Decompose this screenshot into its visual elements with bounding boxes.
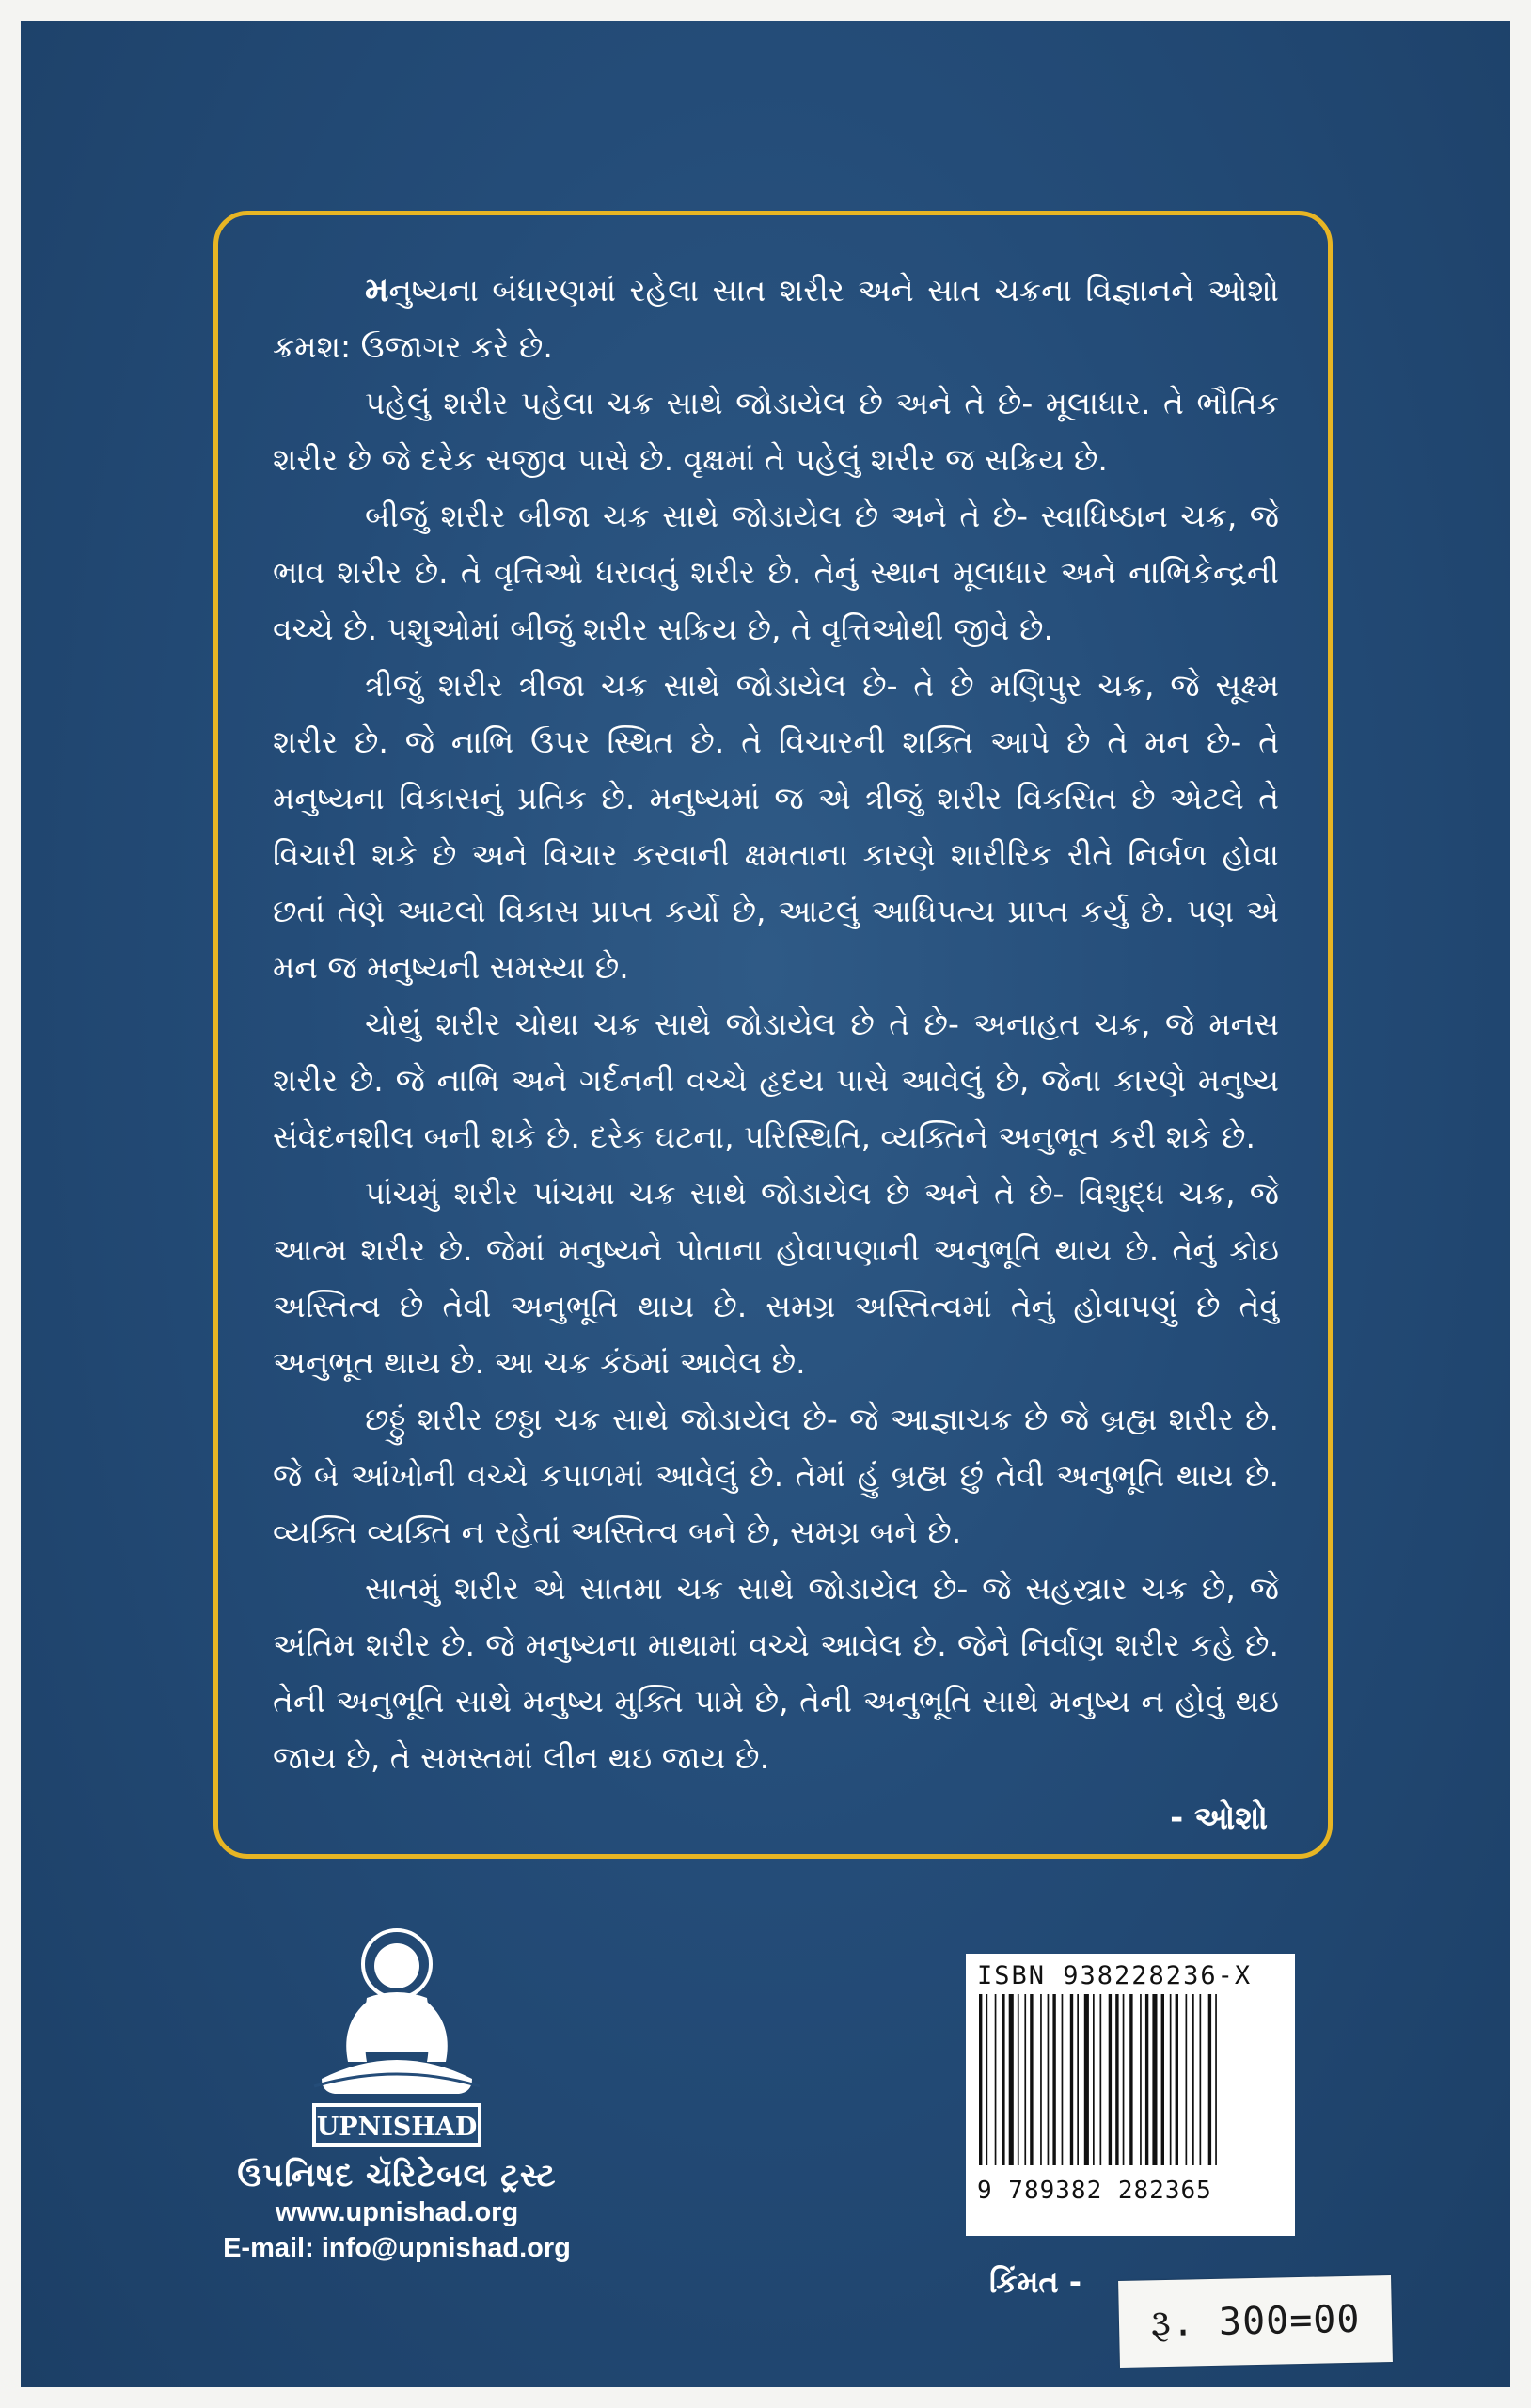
publisher-block (152, 1921, 641, 2316)
email: E-mail: info@upnishad.org (223, 2233, 571, 2263)
blurb-frame (213, 211, 1333, 1859)
meditating-figure-icon (293, 1921, 500, 2151)
author-signature: - ઓશો (1170, 1799, 1268, 1837)
blurb-paragraph-7: છઠ્ઠું શરીર છઠ્ઠા ચક્ર સાથે જોડાયેલ છે- જે આજ્ઞાચક્ર છે જે બ્રહ્મ શરીર છે. જે બે આંખોની વચ્ચે કપાળમાં આવેલું છે. તેમાં હું બ્રહ્મ છું તેવી અનુભૂતિ થાય છે. વ્યક્તિ વ્યક્તિ ન રહેતાં અસ્તિત્વ બને છે, સમગ્ર બને છે. (273, 1401, 1279, 1550)
paragraph-text: નુષ્યના બંધારણમાં રહેલા સાત શરીર અને સાત ચક્રના વિજ્ઞાનને ઓશો ક્રમશ: ઉજાગર કરે છે. (273, 272, 1279, 365)
price-label: કિંમત - (989, 2264, 1082, 2300)
isbn-barcode (966, 1954, 1295, 2236)
logo-banner-text: UPNISHAD (316, 2113, 478, 2142)
blurb-paragraph-8: સાતમું શરીર એ સાતમા ચક્ર સાથે જોડાયેલ છે- જે સહસ્ત્રાર ચક્ર છે, જે અંતિમ શરીર છે. જે મનુષ્યના માથામાં વચ્ચે આવેલ છે. જેને નિર્વાણ શરીર કહે છે. તેની અનુભૂતિ સાથે મનુષ્ય મુક્તિ પામે છે, તેની અનુભૂતિ સાથે મનુષ્ય ન હોવું થઇ જાય છે, તે સમસ્તમાં લીન થઇ જાય છે. (273, 1570, 1279, 1776)
blurb-paragraph-1 (273, 262, 1279, 375)
back-cover (21, 21, 1510, 2387)
blurb-paragraph-5: ચોથું શરીર ચોથા ચક્ર સાથે જોડાયેલ છે તે છે- અનાહત ચક્ર, જે મનસ શરીર છે. જે નાભિ અને ગર્દનની વચ્ચે હૃદય પાસે આવેલું છે, જેના કારણે મનુષ્ય સંવેદનશીલ બની શકે છે. દરેક ઘટના, પરિસ્થિતિ, વ્યક્તિને અનુભૂત કરી શકે છે. (273, 1006, 1279, 1155)
barcode-digits: 9 789382 282365 (977, 2177, 1212, 2205)
price-sticker (1118, 2275, 1393, 2368)
trust-name: ઉપનિષદ ચૅરિટેબલ ટ્રસ્ટ (237, 2157, 557, 2194)
barcode-bars (977, 1990, 1284, 2169)
price-value: રૂ. 300=00 (1150, 2297, 1361, 2346)
blurb-paragraph-6: પાંચમું શરીર પાંચમા ચક્ર સાથે જોડાયેલ છે અને તે છે- વિશુદ્ધ ચક્ર, જે આત્મ શરીર છે. જેમાં મનુષ્યને પોતાના હોવાપણાની અનુભૂતિ થાય છે. તેનું કોઇ અસ્તિત્વ છે તેવી અનુભૂતિ થાય છે. સમગ્ર અસ્તિત્વમાં તેનું હોવાપણું છે તેવું અનુભૂત થાય છે. આ ચક્ર કંઠમાં આવેલ છે. (273, 1175, 1279, 1381)
isbn-text: ISBN 938228236-X (977, 1961, 1253, 1990)
blurb-paragraph-2: પહેલું શરીર પહેલા ચક્ર સાથે જોડાયેલ છે અને તે છે- મૂલાધાર. તે ભૌતિક શરીર છે જે દરેક સજીવ પાસે છે. વૃક્ષમાં તે પહેલું શરીર જ સક્રિય છે. (273, 385, 1279, 478)
blurb-paragraph-4: ત્રીજું શરીર ત્રીજા ચક્ર સાથે જોડાયેલ છે- તે છે મણિપુર ચક્ર, જે સૂક્ષ્મ શરીર છે. જે નાભિ ઉપર સ્થિત છે. તે વિચારની શક્તિ આપે છે તે મન છે- તે મનુષ્યના વિકાસનું પ્રતિક છે. મનુષ્યમાં જ એ ત્રીજું શરીર વિકસિત છે એટલે તે વિચારી શકે છે અને વિચાર કરવાની ક્ષમતાના કારણે શારીરિક રીતે નિર્બળ હોવા છતાં તેણે આટલો વિકાસ પ્રાપ્ત કર્યો છે, આટલું આધિપત્ય પ્રાપ્ત કર્યુ છે. પણ એ મન જ મનુષ્યની સમસ્યા છે. (273, 667, 1279, 986)
website: www.upnishad.org (275, 2197, 519, 2227)
blurb-paragraph-3: બીજું શરીર બીજા ચક્ર સાથે જોડાયેલ છે અને તે છે- સ્વાધિષ્ઠાન ચક્ર, જે ભાવ શરીર છે. તે વૃત્તિઓ ધરાવતું શરીર છે. તેનું સ્થાન મૂલાધાર અને નાભિકેન્દ્રની વચ્ચે છે. પશુઓમાં બીજું શરીર સક્રિય છે, તે વૃત્તિઓથી જીવે છે. (273, 498, 1279, 647)
drop-cap: મ (365, 271, 389, 309)
